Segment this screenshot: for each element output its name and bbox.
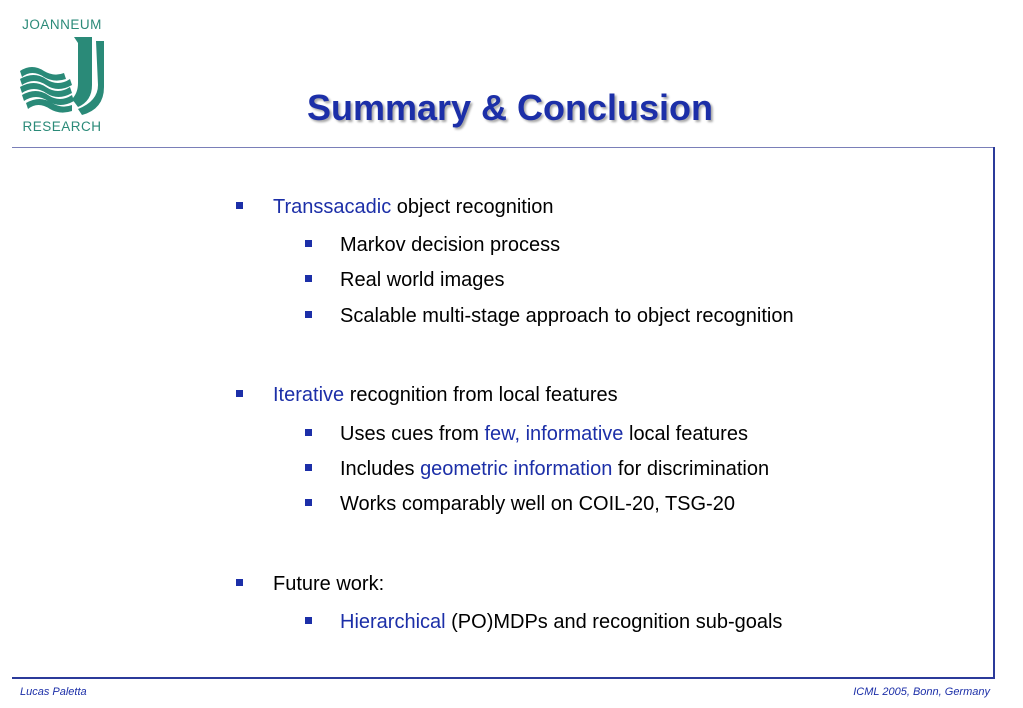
bullet-icon — [236, 390, 243, 397]
item-text: Includes — [340, 458, 421, 480]
item-text: (PO)MDPs and recognition sub-goals — [445, 611, 783, 633]
bullet-icon — [305, 464, 312, 471]
heading-text: Future work: — [273, 573, 385, 595]
list-item — [340, 422, 748, 446]
item-text: Uses cues from — [340, 423, 485, 445]
item-text: Works comparably well on COIL-20, TSG-20 — [340, 493, 735, 515]
item-text: Real world images — [340, 269, 505, 291]
item-highlight: few, informative — [484, 423, 624, 445]
section-heading — [273, 572, 384, 596]
heading-highlight: Transsacadic — [273, 196, 392, 218]
list-item — [340, 268, 505, 292]
logo-bottom-text: RESEARCH — [22, 119, 102, 134]
heading-highlight: Iterative — [273, 384, 345, 406]
section-heading — [273, 195, 554, 219]
footer-author: Lucas Paletta — [20, 686, 87, 698]
slide-title: Summary & Conclusion — [306, 87, 714, 128]
bullet-icon — [305, 240, 312, 247]
bullet-icon — [305, 617, 312, 624]
bullet-icon — [305, 499, 312, 506]
logo-top-text: JOANNEUM — [22, 17, 102, 32]
list-item — [340, 304, 794, 328]
footer-venue: ICML 2005, Bonn, Germany — [853, 686, 990, 698]
item-text: local features — [623, 423, 748, 445]
item-text: Scalable multi-stage approach to object recognition — [340, 305, 794, 327]
list-item — [340, 610, 782, 634]
list-item — [340, 492, 735, 516]
list-item — [340, 233, 560, 257]
item-text: Markov decision process — [340, 234, 561, 256]
heading-text: recognition from local features — [344, 384, 618, 406]
item-highlight: geometric information — [420, 458, 613, 480]
bullet-icon — [305, 311, 312, 318]
bullet-icon — [305, 275, 312, 282]
bullet-icon — [236, 579, 243, 586]
bullet-icon — [305, 429, 312, 436]
heading-text: object recognition — [391, 196, 554, 218]
list-item — [340, 457, 769, 481]
item-text: for discrimination — [612, 458, 770, 480]
bullet-icon — [236, 202, 243, 209]
section-heading — [273, 383, 618, 407]
item-highlight: Hierarchical — [340, 611, 446, 633]
